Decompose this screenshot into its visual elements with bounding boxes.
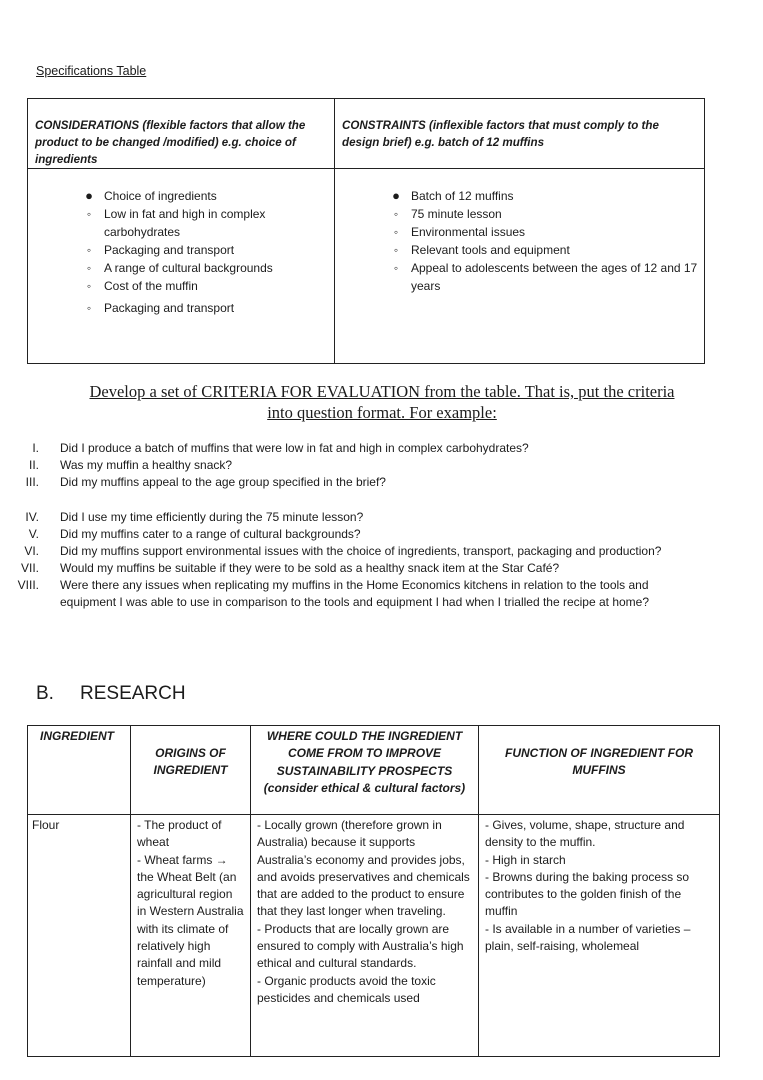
question-text: Did I produce a batch of muffins that were low in fat and high in complex carbohydrates?: [60, 441, 529, 455]
sustainability-cell: [251, 815, 479, 1056]
question-text: Did I use my time efficiently during the 75 minute lesson?: [60, 510, 364, 524]
question-text: Did my muffins support environmental issues with the choice of ingredients, transport, packaging and production?: [60, 544, 662, 558]
sustainability-line: - Locally grown (therefore grown in Australia) because it supports Australia’s economy and provides jobs, and avoids preservatives and chemicals that are added to the product to ensure that they last longer when traveling.: [257, 818, 470, 919]
research-heading: [36, 683, 186, 705]
ingredient-name-cell: Flour: [28, 815, 131, 1056]
criteria-heading-line-1: Develop a set of CRITERIA FOR EVALUATION from the table. That is, put the criteria: [89, 382, 675, 401]
question-text: Did my muffins cater to a range of cultural backgrounds?: [60, 527, 361, 541]
constraints-header: CONSTRAINTS (inflexible factors that must comply to the design brief) e.g. batch of 12 muffins: [335, 99, 704, 169]
question-number: VII.: [20, 561, 39, 575]
specifications-title: Specifications Table: [36, 64, 147, 78]
origins-line: - The product of wheat: [137, 818, 222, 850]
research-section-letter: B.: [36, 683, 54, 704]
bullet-icon: ◦: [393, 243, 399, 257]
question-item: [0, 440, 763, 457]
question-text: Were there any issues when replicating my muffins in the Home Economics kitchens in relation to the tools and equipment I was able to use in comparison to the tools and equipment I had when I trialled the recipe at home?: [60, 578, 650, 609]
bullet-icon: ◦: [86, 301, 92, 315]
question-text: Would my muffins be suitable if they were to be sold as a healthy snack item at the Star Café?: [60, 561, 560, 575]
constraints-cell: [335, 169, 704, 363]
bullet-icon: ◦: [86, 243, 92, 257]
question-number: VI.: [24, 544, 39, 558]
list-item: ◦ Cost of the muffin: [28, 277, 334, 295]
function-line: - High in starch: [485, 852, 566, 867]
origins-line: - Wheat farms → the Wheat Belt (an agricultural region in Western Australia with its climate of relatively high rainfall and mild temperature): [137, 852, 244, 988]
function-line: - Gives, volume, shape, structure and density to the muffin.: [485, 818, 685, 850]
criteria-heading: [32, 381, 732, 423]
list-item: ◦ 75 minute lesson: [335, 205, 704, 223]
list-item: ● Batch of 12 muffins: [335, 187, 704, 205]
list-item: ◦ Environmental issues: [335, 223, 704, 241]
function-line: - Browns during the baking process so contributes to the golden finish of the muffin: [485, 869, 690, 919]
question-item: [0, 560, 763, 577]
function-cell: [479, 815, 719, 1056]
question-text: Was my muffin a healthy snack?: [60, 458, 233, 472]
bullet-icon: ●: [392, 188, 400, 203]
bullet-icon: ◦: [393, 207, 399, 221]
constraints-list: [335, 169, 704, 295]
question-number: V.: [28, 527, 39, 541]
criteria-heading-line-2: into question format. For example:: [267, 403, 497, 422]
considerations-cell: [28, 169, 335, 363]
question-item: [0, 543, 763, 560]
bullet-icon: ◦: [86, 207, 92, 221]
sustainability-column-header: WHERE COULD THE INGREDIENT COME FROM TO IMPROVE SUSTAINABILITY PROSPECTS (consider ethical & cultural factors): [251, 726, 479, 815]
list-item: ◦ A range of cultural backgrounds: [28, 259, 334, 277]
question-number: IV.: [25, 510, 39, 524]
sustainability-line: - Products that are locally grown are ensured to comply with Australia’s high ethical and cultural standards.: [257, 921, 464, 971]
considerations-list: [28, 169, 334, 317]
question-item: [0, 577, 763, 611]
question-number: I.: [32, 441, 39, 455]
question-item: [0, 526, 763, 543]
origins-cell: [131, 815, 251, 1056]
research-table: [27, 725, 720, 1057]
ingredient-column-header: INGREDIENT: [28, 726, 131, 815]
bullet-icon: ◦: [393, 261, 399, 275]
question-text: Did my muffins appeal to the age group specified in the brief?: [60, 475, 386, 489]
list-item: ◦ Packaging and transport: [28, 299, 334, 317]
question-item: [0, 457, 763, 474]
question-item: [0, 509, 763, 526]
origins-column-header: ORIGINS OF INGREDIENT: [131, 726, 251, 815]
specifications-table: [27, 98, 705, 364]
list-item: ◦ Appeal to adolescents between the ages of 12 and 17 years: [335, 259, 704, 295]
list-item: ◦ Relevant tools and equipment: [335, 241, 704, 259]
bullet-icon: ◦: [393, 225, 399, 239]
considerations-header: CONSIDERATIONS (flexible factors that allow the product to be changed /modified) e.g. choice of ingredients: [28, 99, 335, 169]
function-line: - Is available in a number of varieties – plain, self-raising, wholemeal: [485, 921, 691, 954]
criteria-question-list: [0, 440, 763, 611]
bullet-icon: ◦: [86, 279, 92, 293]
research-section-title: RESEARCH: [80, 683, 186, 704]
list-item: ◦ Packaging and transport: [28, 241, 334, 259]
question-number: III.: [25, 475, 39, 489]
bullet-icon: ●: [85, 188, 93, 203]
function-column-header: FUNCTION OF INGREDIENT FOR MUFFINS: [479, 726, 719, 815]
question-item: [0, 474, 763, 491]
sustainability-line: - Organic products avoid the toxic pesticides and chemicals used: [257, 973, 436, 1005]
list-item: ◦ Low in fat and high in complex carbohydrates: [28, 205, 334, 241]
bullet-icon: ◦: [86, 261, 92, 275]
question-number: VIII.: [17, 578, 39, 592]
list-item: ● Choice of ingredients: [28, 187, 334, 205]
question-number: II.: [28, 458, 39, 472]
